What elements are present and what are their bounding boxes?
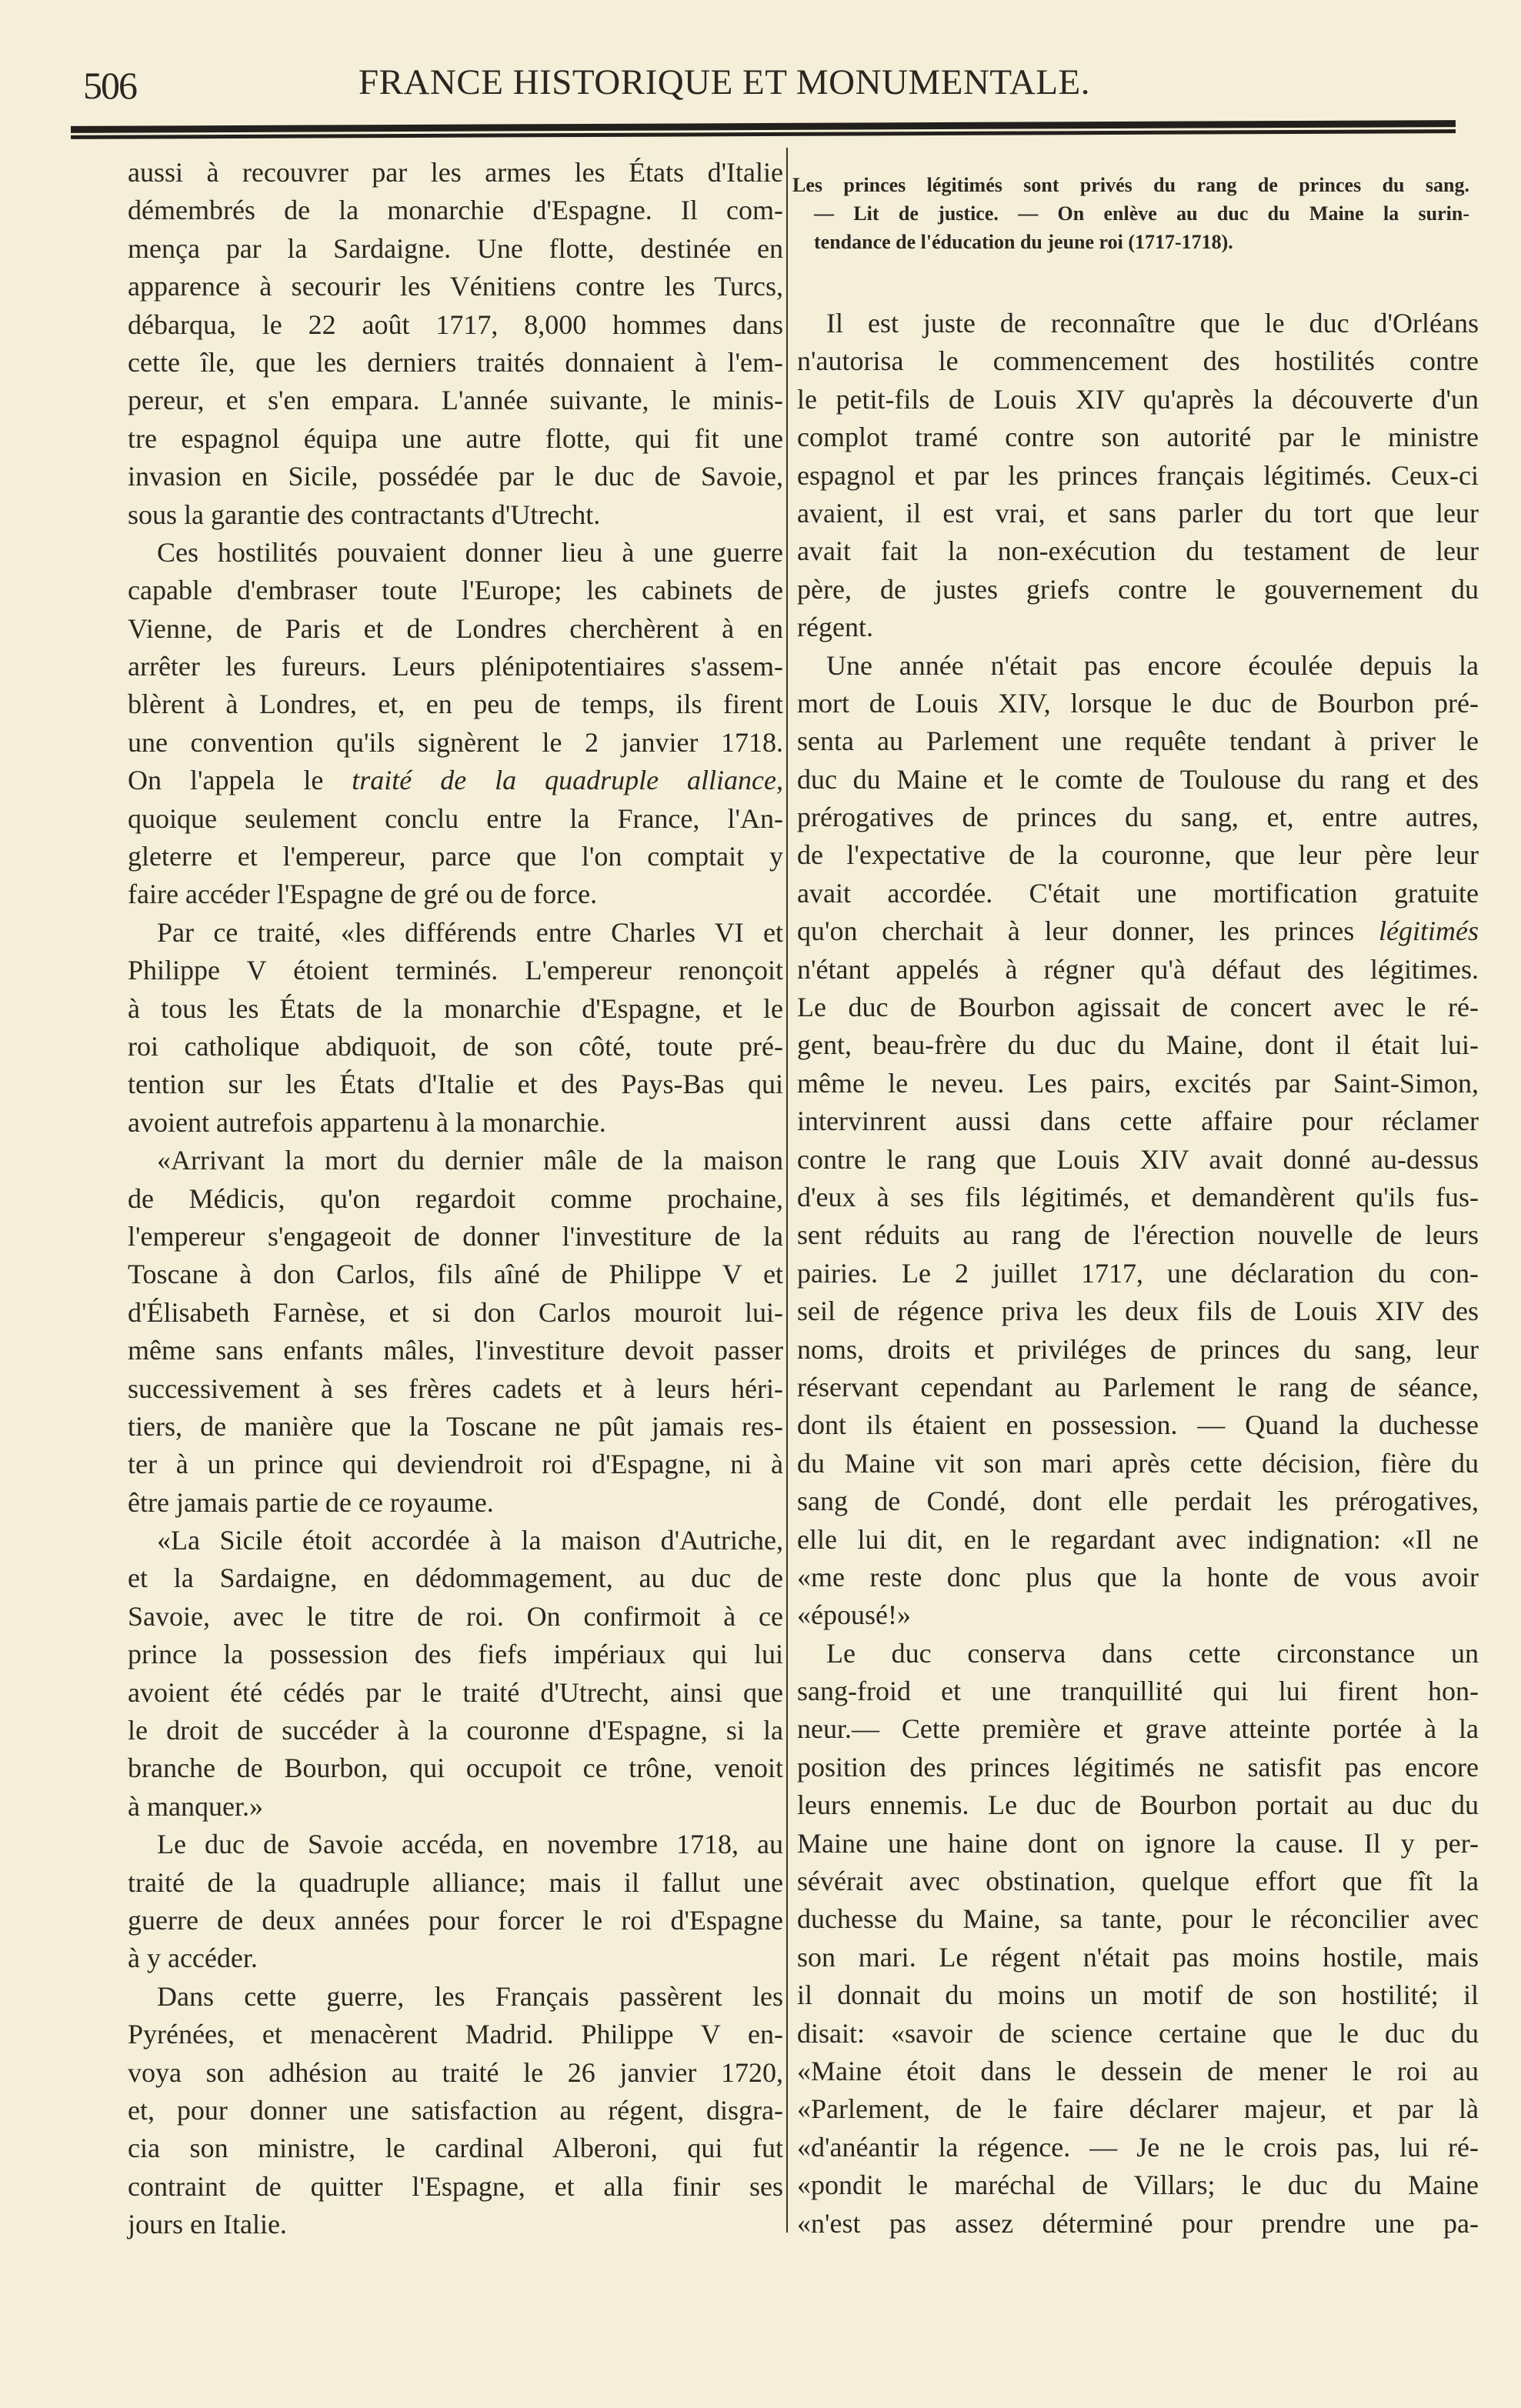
paragraph [128, 1826, 783, 1978]
text-line: Par ce traité, «les différends entre Charles VI et [157, 916, 783, 948]
text-line: leurs ennemis. Le duc de Bourbon portait au duc du [797, 1789, 1479, 1821]
running-title: FRANCE HISTORIQUE ET MONUMENTALE. [359, 62, 1090, 102]
text-line: à tous les États de la monarchie d'Espagne, et le [128, 992, 783, 1024]
text-line: guerre de deux années pour forcer le roi d'Espagne [128, 1904, 783, 1936]
right-column [797, 305, 1479, 2243]
text-line: sévérait avec obstination, quelque effort que fît la [797, 1866, 1479, 1897]
text-line: cette île, que les derniers traités donnaient à l'em- [128, 346, 783, 378]
text-line: avoient autrefois appartenu à la monarchie. [128, 1106, 606, 1138]
text-line: le droit de succéder à la couronne d'Espagne, si la [128, 1715, 783, 1746]
italic-phrase: traité de la quadruple alliance, [352, 765, 783, 796]
text-line: gent, beau-frère du duc du Maine, dont il était lui- [797, 1029, 1479, 1061]
text-line: sent réduits au rang de l'érection nouvelle de leurs [797, 1219, 1479, 1251]
text-line: Le duc de Bourbon agissait de concert avec le ré- [797, 992, 1479, 1023]
paragraph [797, 647, 1479, 1635]
text-line: Ces hostilités pouvaient donner lieu à une guerre [157, 536, 783, 568]
text-line [797, 912, 1479, 950]
text-line: et, pour donner une satisfaction au régent, disgra- [128, 2094, 783, 2126]
text-line: père, de justes griefs contre le gouvernement du [797, 573, 1479, 605]
text-line: avait fait la non-exécution du testament de leur [797, 535, 1479, 567]
text-line: position des princes légitimés ne satisfit pas encore [797, 1751, 1479, 1783]
text-line: «d'anéantir la régence. — Je ne le crois pas, lui ré- [797, 2131, 1479, 2163]
text-line: aussi à recouvrer par les armes les États d'Italie [128, 157, 783, 188]
text-line: Maine une haine dont on ignore la cause. Il y per- [797, 1827, 1479, 1859]
text-line: «n'est pas assez déterminé pour prendre une pa- [797, 2207, 1479, 2239]
text-line: avaient, il est vrai, et sans parler du tort que leur [797, 497, 1479, 529]
text-line: cia son ministre, le cardinal Alberoni, qui fut [128, 2133, 783, 2164]
text-line [128, 762, 783, 799]
text-line: apparence à secourir les Vénitiens contre les Turcs, [128, 271, 783, 302]
text-line: seil de régence priva les deux fils de Louis XIV des [797, 1296, 1479, 1327]
text-line: blèrent à Londres, et, en peu de temps, ils firent [128, 689, 783, 720]
text-line: mort de Louis XIV, lorsque le duc de Bourbon pré- [797, 687, 1479, 719]
text-line: «pondit le maréchal de Villars; le duc du Maine [797, 2170, 1479, 2201]
text-line: même sans enfants mâles, l'investiture devoit passer [128, 1335, 783, 1366]
text-line: tre espagnol équipa une autre flotte, qui fit une [128, 422, 783, 454]
text-line: n'autorisa le commencement des hostilités contre [797, 345, 1479, 377]
summary-line: — Lit de justice. — On enlève au duc du Maine la surin- [814, 202, 1469, 225]
text-line: de Médicis, qu'on regardoit comme prochaine, [128, 1182, 783, 1214]
text-line: débarqua, le 22 août 1717, 8,000 hommes dans [128, 309, 783, 340]
paragraph [128, 534, 783, 914]
text-line: contre le rang que Louis XIV avait donné au-dessus [797, 1143, 1479, 1175]
text-line: intervinrent aussi dans cette affaire pour réclamer [797, 1106, 1479, 1137]
text-line: roi catholique abdiquoit, de son côté, toute pré- [128, 1030, 783, 1062]
header-rule [71, 120, 1456, 135]
text-line: sang-froid et une tranquillité qui lui firent hon- [797, 1676, 1479, 1707]
text-line: même le neveu. Les pairs, excités par Saint-Simon, [797, 1067, 1479, 1099]
text-line: d'Élisabeth Farnèse, et si don Carlos mouroit lui- [128, 1296, 783, 1328]
text-line: sang de Condé, dont elle perdait les prérogatives, [797, 1486, 1479, 1517]
summary-line: Les princes légitimés sont privés du rang de princes du sang. [792, 174, 1469, 196]
text-line: Vienne, de Paris et de Londres cherchèrent à en [128, 612, 783, 644]
text-line: son mari. Le régent n'était pas moins hostile, mais [797, 1941, 1479, 1973]
text-line: une convention qu'ils signèrent le 2 janvier 1718. [128, 726, 783, 758]
text-line: espagnol et par les princes français légitimés. Ceux-ci [797, 459, 1479, 491]
text-line: «Parlement, de le faire déclarer majeur, et par là [797, 2093, 1479, 2125]
text-line: pairies. Le 2 juillet 1717, une déclaration du con- [797, 1257, 1479, 1289]
text-line: régent. [797, 612, 873, 643]
text-line: mença par la Sardaigne. Une flotte, destinée en [128, 232, 783, 264]
text-line: Savoie, avec le titre de roi. On confirmoit à ce [128, 1600, 783, 1632]
text-line: senta au Parlement une requête tendant à priver le [797, 725, 1479, 757]
text-line: traité de la quadruple alliance; mais il fallut une [128, 1866, 783, 1898]
column-divider [786, 148, 788, 2233]
text-line: n'étant appelés à régner qu'à défaut des légitimes. [797, 953, 1479, 985]
left-column [128, 154, 783, 2243]
text-line: réservant cependant au Parlement le rang de séance, [797, 1371, 1479, 1402]
text-line: de l'expectative de la couronne, que leur père leur [797, 839, 1479, 871]
paragraph [797, 1635, 1479, 2243]
text-line: ter à un prince qui deviendroit roi d'Espagne, ni à [128, 1449, 783, 1480]
summary-line: tendance de l'éducation du jeune roi (1717-1718). [814, 231, 1233, 253]
text-line: branche de Bourbon, qui occupoit ce trône, venoit [128, 1753, 783, 1784]
text-line: prérogatives de princes du sang, et, entre autres, [797, 802, 1479, 833]
text-line: «Arrivant la mort du dernier mâle de la maison [157, 1145, 783, 1176]
text-line: il donnait du moins un motif de son hostilité; il [797, 1979, 1479, 2011]
text-line: disait: «savoir de science certaine que le duc du [797, 2017, 1479, 2049]
text-line: avoient été cédés par le traité d'Utrecht, ainsi que [128, 1676, 783, 1708]
text-line: à manquer.» [128, 1790, 263, 1822]
text-line: arrêter les fureurs. Leurs plénipotentiaires s'assem- [128, 651, 783, 682]
text-line: faire accéder l'Espagne de gré ou de force. [128, 879, 598, 910]
text-line: Dans cette guerre, les Français passèrent les [157, 1980, 783, 2012]
text-line: Une année n'était pas encore écoulée depuis la [826, 649, 1479, 681]
text-line: gleterre et l'empereur, parce que l'on comptait y [128, 841, 783, 872]
text-line: démembrés de la monarchie d'Espagne. Il com- [128, 195, 783, 226]
page-number: 506 [83, 64, 136, 107]
text-line: «La Sicile étoit accordée à la maison d'Autriche, [157, 1525, 783, 1556]
text-line: prince la possession des fiefs impériaux qui lui [128, 1639, 783, 1670]
text-line: du Maine vit son mari après cette décision, fière du [797, 1447, 1479, 1479]
text-line: tention sur les États d'Italie et des Pays-Bas qui [128, 1069, 783, 1100]
text-line: Pyrénées, et menacèrent Madrid. Philippe V en- [128, 2019, 783, 2050]
text-line: sous la garantie des contractants d'Utrecht. [128, 499, 601, 530]
text-line: jours en Italie. [128, 2209, 287, 2240]
paragraph [128, 154, 783, 534]
text-line: et la Sardaigne, en dédommagement, au duc de [128, 1563, 783, 1594]
text-segment: qu'on cherchait à leur donner, les princes [797, 916, 1379, 947]
text-line: le petit-fils de Louis XIV qu'après la découverte d'un [797, 383, 1479, 415]
text-line: à y accéder. [128, 1943, 258, 1974]
text-line: voya son adhésion au traité le 26 janvier 1720, [128, 2056, 783, 2088]
text-segment: On l'appela le [128, 765, 352, 796]
text-line: capable d'embraser toute l'Europe; les cabinets de [128, 575, 783, 606]
text-line: avait accordée. C'était une mortification gratuite [797, 877, 1479, 909]
text-line: Toscane à don Carlos, fils aîné de Philippe V et [128, 1259, 783, 1290]
text-line: successivement à ses frères cadets et à leurs héri- [128, 1372, 783, 1404]
text-line: duc du Maine et le comte de Toulouse du rang et des [797, 763, 1479, 795]
paragraph [128, 914, 783, 1142]
text-line: dont ils étaient en possession. — Quand la duchesse [797, 1409, 1479, 1441]
text-line: pereur, et s'en empara. L'année suivante, le minis- [128, 385, 783, 416]
paragraph [797, 305, 1479, 647]
paragraph [128, 1522, 783, 1826]
italic-phrase: légitimés [1379, 916, 1479, 947]
text-line: l'empereur s'engageoit de donner l'investiture de la [128, 1220, 783, 1252]
text-line: neur.— Cette première et grave atteinte portée à la [797, 1713, 1479, 1745]
paragraph [128, 1142, 783, 1522]
text-line: contraint de quitter l'Espagne, et alla finir ses [128, 2170, 783, 2202]
text-line: complot tramé contre son autorité par le ministre [797, 422, 1479, 453]
text-line: «épousé!» [797, 1599, 911, 1631]
text-line: quoique seulement conclu entre la France, l'An- [128, 802, 783, 834]
text-line: Le duc de Savoie accéda, en novembre 1718, au [157, 1829, 783, 1860]
text-line: «Maine étoit dans le dessein de mener le roi au [797, 2055, 1479, 2086]
text-line: «me reste donc plus que la honte de vous avoir [797, 1561, 1479, 1593]
chapter-summary [792, 171, 1469, 256]
text-line: tiers, de manière que la Toscane ne pût jamais res- [128, 1410, 783, 1442]
text-line: Philippe V étoient terminés. L'empereur renonçoit [128, 955, 783, 986]
text-line: invasion en Sicile, possédée par le duc de Savoie, [128, 461, 783, 492]
text-line: d'eux à ses fils légitimés, et demandèrent qu'ils fus- [797, 1181, 1479, 1212]
text-line: Le duc conserva dans cette circonstance un [826, 1637, 1479, 1669]
text-line: elle lui dit, en le regardant avec indignation: «Il ne [797, 1523, 1479, 1555]
text-line: être jamais partie de ce royaume. [128, 1486, 494, 1518]
paragraph [128, 1978, 783, 2244]
text-line: noms, droits et priviléges de princes du sang, leur [797, 1333, 1479, 1365]
text-line: Il est juste de reconnaître que le duc d'Orléans [826, 308, 1479, 339]
text-line: duchesse du Maine, sa tante, pour le réconcilier avec [797, 1903, 1479, 1935]
